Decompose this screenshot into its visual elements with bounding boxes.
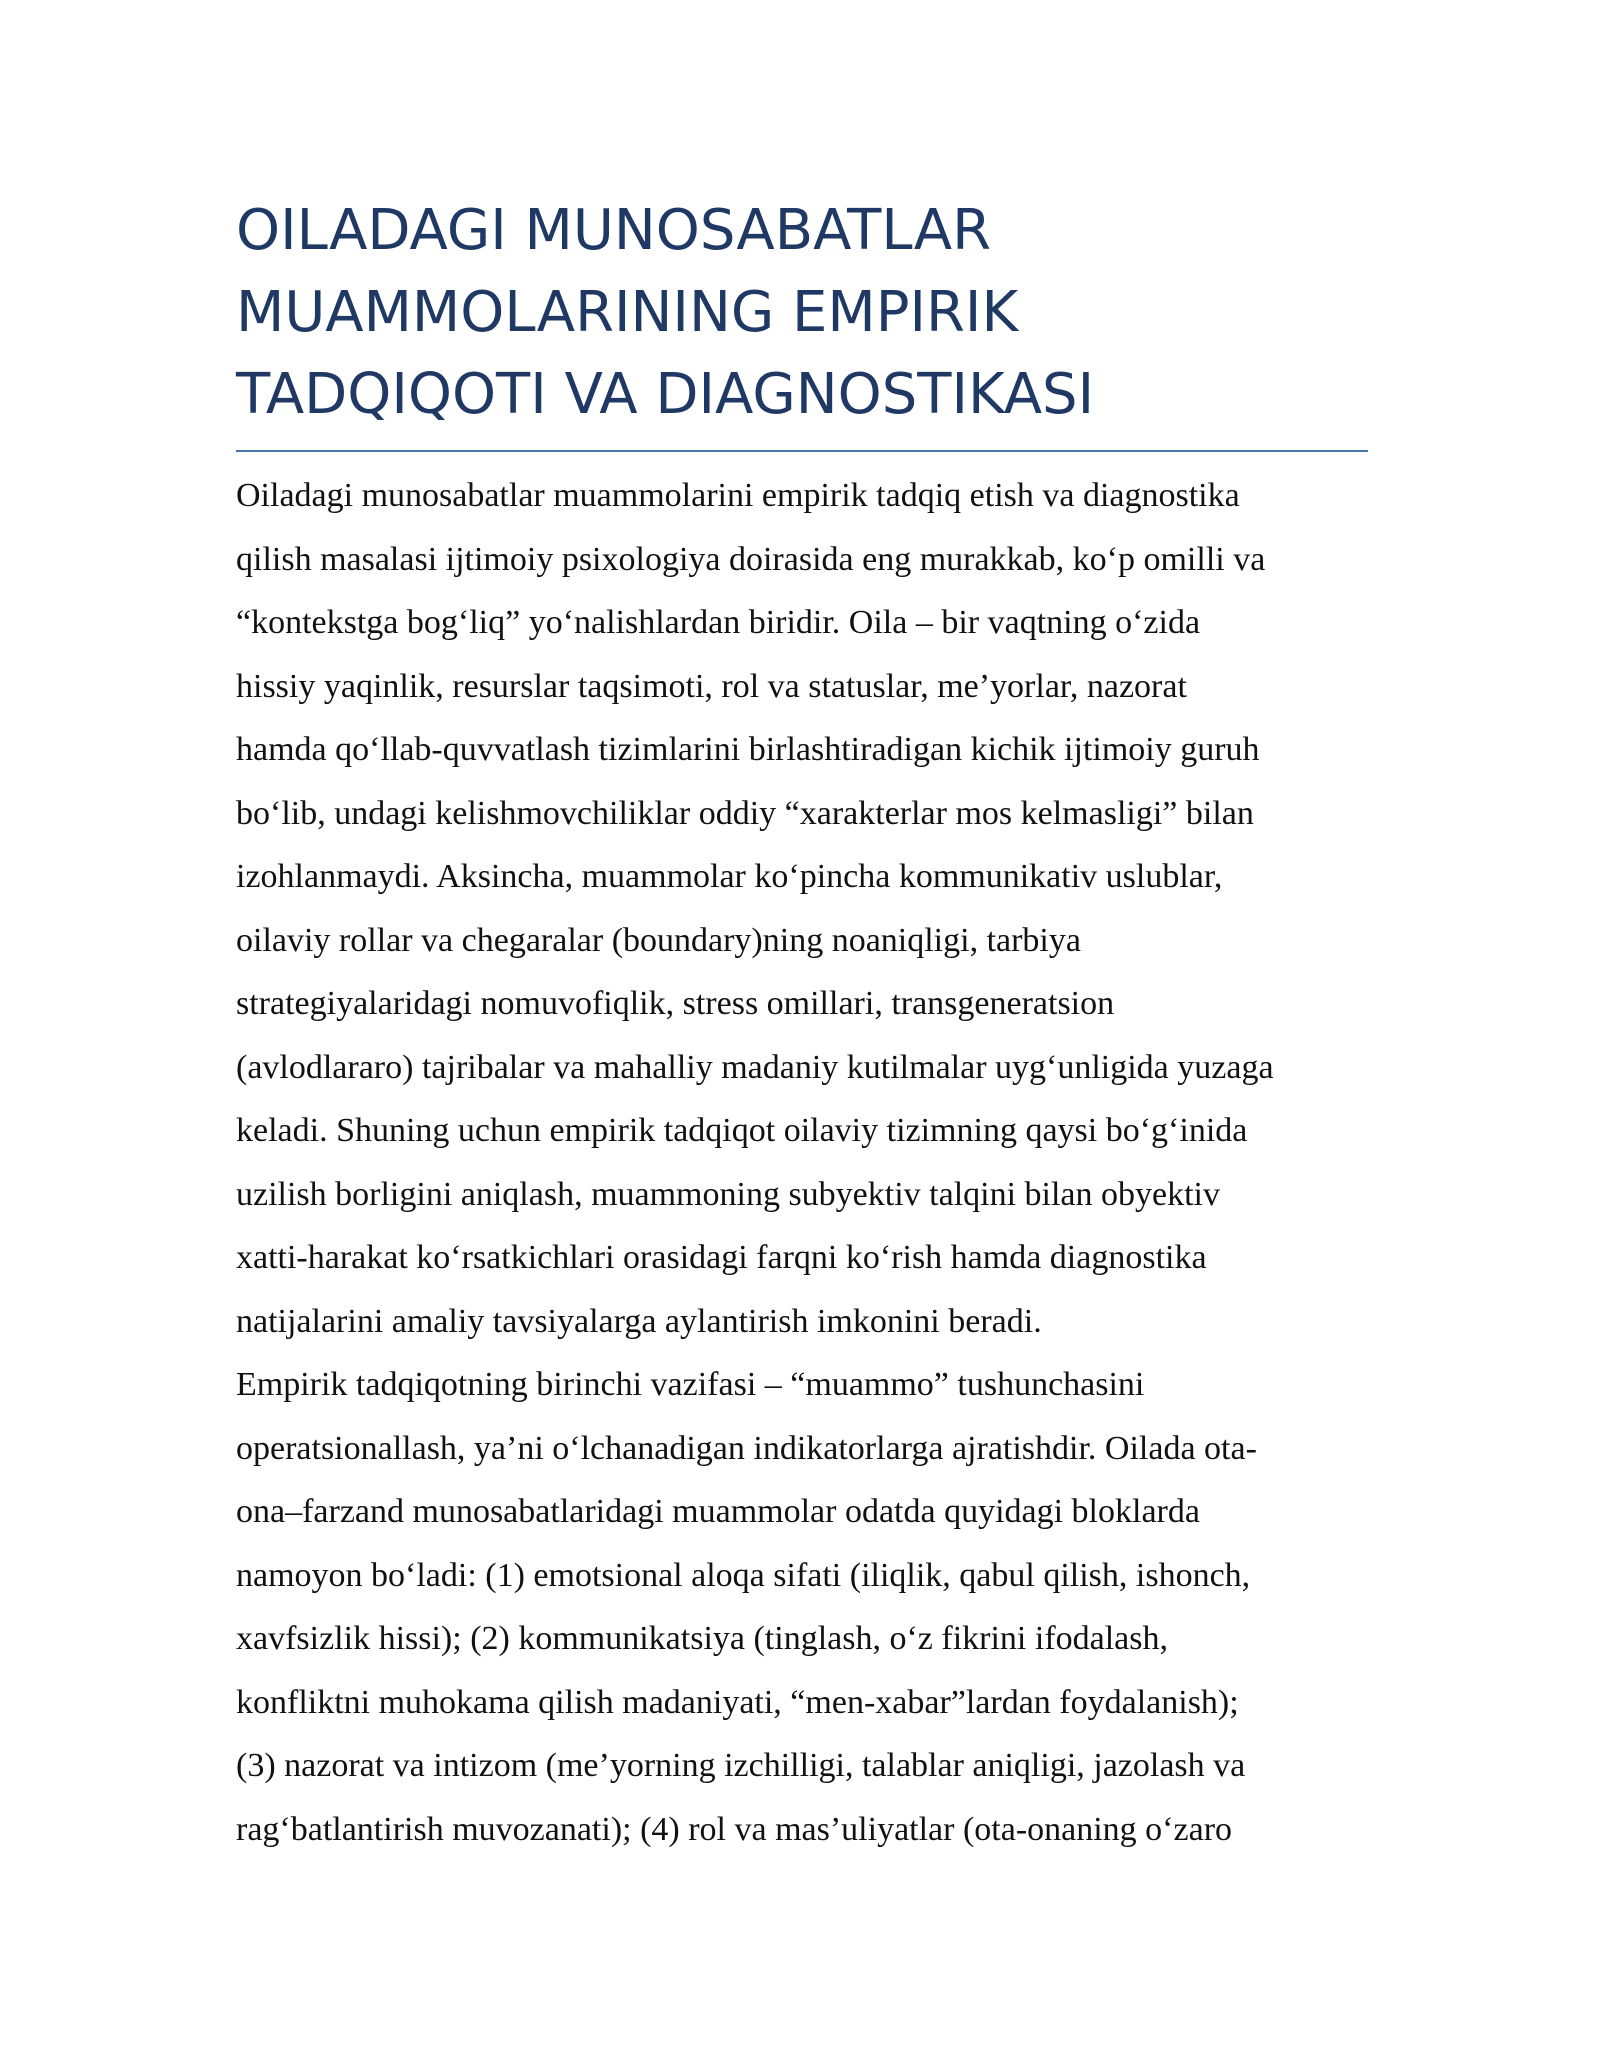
text-line: izohlanmaydi. Aksincha, muammolar koʻpincha kommunikativ uslublar, bbox=[236, 858, 1223, 895]
text-line: xavfsizlik hissi); (2) kommunikatsiya (tinglash, oʻz fikrini ifodalash, bbox=[236, 1620, 1168, 1657]
text-line: operatsionallash, ya’ni oʻlchanadigan indikatorlarga ajratishdir. Oilada ota- bbox=[236, 1429, 1257, 1467]
paragraph-2 bbox=[236, 1353, 1368, 1861]
paragraph-1 bbox=[236, 464, 1368, 1353]
text-line: natijalarini amaliy tavsiyalarga aylantirish imkonini beradi. bbox=[236, 1302, 1042, 1340]
text-line: hamda qoʻllab-quvvatlash tizimlarini birlashtiradigan kichik ijtimoiy guruh bbox=[236, 731, 1260, 768]
text-line: strategiyalaridagi nomuvofiqlik, stress omillari, transgeneratsion bbox=[236, 985, 1115, 1022]
text-line: keladi. Shuning uchun empirik tadqiqot oilaviy tizimning qaysi boʻgʻinida bbox=[236, 1112, 1248, 1149]
title-line: MUAMMOLARINING EMPIRIK bbox=[236, 280, 1019, 345]
text-line: qilish masalasi ijtimoiy psixologiya doirasida eng murakkab, koʻp omilli va bbox=[236, 540, 1266, 578]
title-underline-rule bbox=[236, 450, 1368, 452]
text-line: ona–farzand munosabatlaridagi muammolar odatda quyidagi bloklarda bbox=[236, 1493, 1200, 1530]
text-line: Empirik tadqiqotning birinchi vazifasi – “muammo” tushunchasini bbox=[236, 1366, 1145, 1403]
text-line: (avlodlararo) tajribalar va mahalliy madaniy kutilmalar uygʻunligida yuzaga bbox=[236, 1048, 1274, 1086]
document-content bbox=[236, 190, 1368, 1861]
text-line: “kontekstga bogʻliq” yoʻnalishlardan biridir. Oila – bir vaqtning oʻzida bbox=[236, 604, 1201, 641]
text-line: Oiladagi munosabatlar muammolarini empirik tadqiq etish va diagnostika bbox=[236, 477, 1240, 514]
text-line: hissiy yaqinlik, resurslar taqsimoti, rol va statuslar, me’yorlar, nazorat bbox=[236, 667, 1187, 705]
text-line: (3) nazorat va intizom (me’yorning izchilligi, talablar aniqligi, jazolash va bbox=[236, 1747, 1246, 1784]
text-line: ragʻbatlantirish muvozanati); (4) rol va mas’uliyatlar (ota-onaning oʻzaro bbox=[236, 1810, 1233, 1848]
title-line: OILADAGI MUNOSABATLAR bbox=[236, 198, 992, 263]
title-line: TADQIQOTI VA DIAGNOSTIKASI bbox=[236, 362, 1095, 427]
text-line: boʻlib, undagi kelishmovchiliklar oddiy “xarakterlar mos kelmasligi” bilan bbox=[236, 794, 1254, 832]
text-line: namoyon boʻladi: (1) emotsional aloqa sifati (iliqlik, qabul qilish, ishonch, bbox=[236, 1556, 1251, 1594]
document-body bbox=[236, 464, 1368, 1861]
text-line: oilaviy rollar va chegaralar (boundary)ning noaniqligi, tarbiya bbox=[236, 921, 1081, 959]
document-title bbox=[236, 190, 1368, 436]
text-line: xatti-harakat koʻrsatkichlari orasidagi farqni koʻrish hamda diagnostika bbox=[236, 1239, 1207, 1276]
text-line: uzilish borligini aniqlash, muammoning subyektiv talqini bilan obyektiv bbox=[236, 1175, 1221, 1213]
text-line: konfliktni muhokama qilish madaniyati, “men-xabar”lardan foydalanish); bbox=[236, 1683, 1239, 1721]
